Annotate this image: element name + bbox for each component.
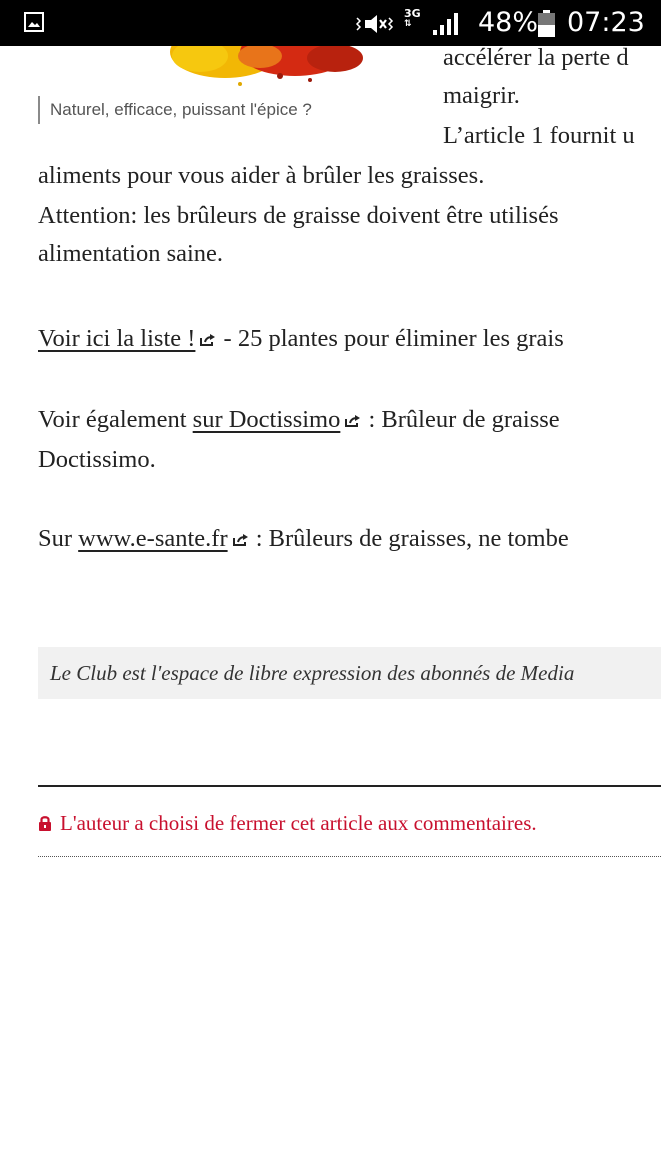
article-text: maigrir. [443,82,520,109]
club-notice-text: Le Club est l'espace de libre expression des abonnés de Media [50,661,575,685]
spice-image [130,46,390,96]
article-text: L’article 1 fournit u [443,122,635,149]
link-label: sur Doctissimo [192,406,341,433]
link-label: www.e-sante.fr [78,525,228,552]
article-text: Doctissimo. [38,446,156,473]
external-link-icon [344,414,362,428]
lock-icon [38,814,52,831]
battery-icon [537,10,556,38]
article-text: Attention: les brûleurs de graisse doivent être utilisés [38,202,559,229]
battery-percent: 48% [478,7,539,38]
external-link-icon [199,333,217,347]
plants-list-paragraph [38,319,564,359]
paragraph-text: : Brûleur de graisse [362,406,560,433]
paragraph-text: Voir également [38,406,193,433]
article-text: alimentation saine. [38,240,224,267]
paragraph-text: Sur [38,525,79,552]
paragraph-text: : Brûleurs de graisses, ne tombe [249,525,569,552]
signal-icon [432,12,460,36]
comments-closed-text: L'auteur a choisi de fermer cet article aux commentaires. [60,811,537,835]
divider [38,785,661,787]
link-label: Voir ici la liste ! [38,325,196,352]
club-notice [38,647,661,699]
image-caption: Naturel, efficace, puissant l'épice ? [38,96,312,124]
network-type: 3G ⇅ [404,7,421,29]
doctissimo-paragraph [38,400,560,440]
clock: 07:23 [567,7,645,38]
article-text: aliments pour vous aider à brûler les graisses. [38,162,485,189]
external-link-icon [232,533,250,547]
esante-link[interactable] [78,525,249,552]
esante-paragraph [38,519,569,559]
plants-list-link[interactable] [38,325,217,352]
doctissimo-link[interactable] [193,406,363,433]
vibrate-icon [354,13,394,35]
article-text: accélérer la perte d [443,44,629,71]
paragraph-text: - 25 plantes pour éliminer les grais [217,325,564,352]
comments-closed-notice [38,808,537,838]
gallery-icon [24,12,44,32]
dotted-divider [38,856,661,857]
